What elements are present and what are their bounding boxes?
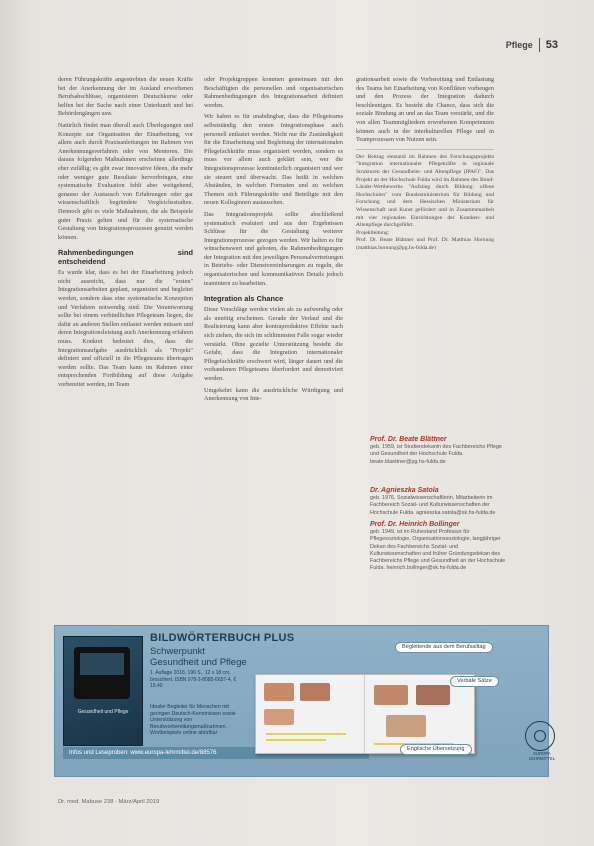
- paragraph: Das Integrationsprojekt sollte abschließend systematisch evaluiert und aus den Ergebnissen Schlüsse für die Gestaltung weiterer Integrationsprozesse gezogen werden. Wir halten es für wünschenswert und geboten, die Rahmenbedingungen der Integration mit den jeweiligen Personalvertretungen in Betriebs- oder Dienstvereinbarungen zu regeln, die organisatorischen und kommunikativen Details jedoch teamintern zu bearbeiten.: [204, 210, 343, 287]
- author-text: geb. 1976, Sozialwissenschaftlerin, Mitarbeiterin im Fachbereich Sozial- und Kulturwissenschaften der Hochschule Fulda. agnieszka.satola@sk.hs-fulda.de: [370, 495, 496, 516]
- section-label: Pflege: [505, 40, 533, 50]
- project-note: [356, 149, 494, 253]
- page-header: [506, 38, 558, 52]
- paragraph: grationsarbeit sowie die Vorbereitung und Entlastung des Teams bei Einarbeitung von Konflikten vorbeugen und den Prozess der Integration dadurch beschleunigen. Es besteht die Chance, dass sich die soziale Bindung an und an das Team verstärkt, und die von allen Teammitgliedern erworbenen Kompetenzen können auch in der interkulturellen Pflege und in Teamprozessen von Nutzen sein.: [356, 76, 494, 144]
- author-name: Prof. Dr. Heinrich Bollinger: [370, 521, 460, 528]
- callout-label: Verbale Sätze: [450, 676, 499, 687]
- spread-photo: [386, 715, 426, 737]
- header-divider: [539, 38, 540, 52]
- note-contact: Prof. Dr. Beate Blättner und Prof. Dr. Matthias Hornung (matthias.hornung@pg.hs-fulda.de): [356, 237, 494, 251]
- subheading: Rahmenbedingungen sind entscheidend: [58, 248, 193, 267]
- spread-photo: [300, 683, 330, 701]
- book-cover: [63, 636, 143, 746]
- author-text: geb. 1949, ist im Ruhestand Professor für Pflegesoziologie, Organisationssoziologie, langjähriger Dekan des Fachbereichs Sozial- und Kulturwissenschaften und früher Gründungsdekan des Fachbereichs Pflege und Gesundheit an der Hochschule Fulda. heinrich.bollinger@sk.hs-fulda.de: [370, 529, 506, 572]
- paragraph: Wir haben es für unabdingbar, dass die Pflegeteams selbstständig den ersten Integrationsphase auch personell entlastet werden. Nicht nur die Zuständigkeit für die Einarbeitung und Begleitung der internationalen Pflegefachkräfte muss organisiert werden, sondern es muss vor allem auch geklärt sein, wer die Integrationsprozesse kontinuierlich organisiert und wer sie steuert und überwacht. Das heißt in welchen Abständen, in welchen Formaten und zu welchen Themen sich Führungskräfte und Beteiligte mit den neuen Kolleginnen austauschen.: [204, 113, 343, 207]
- paragraph: Diese Vorschläge werden vielen als zu aufwendig oder als unnötig erscheinen. Gerade der Verlauf und die Realisierung kann aber kontraproduktive Effekte nach sich ziehen, die sich im schlimmsten Falle sogar wieder verstärkt. Ohne gezielte Unterstützung besteht die Gefahr, dass die Integration internationaler Pflegefachkräfte erschwert wird, länger dauert und die vorhandenen Pflegeteams überfordert und demotiviert werden.: [204, 306, 343, 382]
- paragraph: deren Führungskräfte angestrebten die neuen Kräfte bei der Anerkennung der im Ausland erworbenen Berufsabschlüsse, organisieren Deutschkurse oder helfen bei der Suche nach einer Unterkunft und bei Behördengängen usw.: [58, 76, 193, 118]
- paragraph: oder Projektgruppen kommen gemeinsam mit den Beschäftigten die personellen und organisatorischen Rahmenbedingungen des Integrationsarbeit definiert werden.: [204, 76, 343, 109]
- note-label: Projektleitung:: [356, 229, 390, 236]
- book-spread-image: [255, 674, 475, 754]
- spread-photo: [264, 709, 294, 725]
- publisher-seal-text: EUROPA LEHRMITTEL: [528, 751, 556, 761]
- spread-photo: [264, 683, 294, 701]
- book-cover-title: Gesundheit und Pflege: [77, 709, 129, 715]
- ad-edition: 1. Auflage 2018, 196 S., 12 x 18 cm, broschiert, ISBN 978-3-8085-6657-4, € 19,40: [150, 670, 237, 689]
- advertisement: [54, 625, 556, 777]
- page-footer: Dr. med. Mabuse 238 · März/April 2019: [58, 799, 160, 805]
- author-name: Dr. Agnieszka Satola: [370, 487, 439, 494]
- spread-photo: [374, 685, 408, 705]
- paragraph: Umgekehrt kann die ausdrückliche Würdigung und Anerkennung von Inte-: [204, 386, 343, 403]
- paragraph: Natürlich findet man überall auch Überlegungen und Konzepte zur Organisation der Einarbeitung, vor allem auch durch Praxisanleitungen im Rahmen von Anerkennungsverfahren oder von Mentoren. Die daraus folgenden Maßnahmen erscheinen allerdings eher zufällig; es gibt zwar innovative Ideen, die mehr oder weniger gute Resultate hervorbringen, eine systematische Evaluation fehlt aber weitgehend, genauso der Austausch von Erfahrungen oder gar wissenschaftlich begründete Vergleichsstudien. Dennoch gibt es viele Maßnahmen, die als Beispiele guter Praxis gelten und für die systematische Gestaltung von Integrationsprozessen genutzt werden können.: [58, 121, 193, 241]
- text-column-2: [204, 76, 343, 407]
- author-bio: [370, 436, 510, 466]
- callout-label: Begleitende aus dem Berufsalltag: [395, 642, 493, 653]
- highlight-line: [266, 739, 326, 741]
- callout-label: Englische Übersetzung: [400, 744, 472, 755]
- page-number: 53: [545, 39, 558, 51]
- author-bio: [370, 487, 510, 517]
- text-column-1: [58, 76, 193, 393]
- ad-subtitle: [150, 646, 247, 668]
- text-column-3: [356, 76, 494, 252]
- ad-link[interactable]: Infos und Leseproben: www.europa-lehrmittel.de/88576: [63, 747, 369, 759]
- spread-fold: [364, 675, 365, 753]
- ad-title: BILDWÖRTERBUCH PLUS: [150, 632, 295, 644]
- spread-photo: [416, 685, 450, 705]
- subheading: Integration als Chance: [204, 294, 284, 304]
- ad-subtitle-line-1: Schwerpunkt: [150, 646, 205, 657]
- highlight-line: [266, 733, 346, 735]
- ad-blurb: Idealer Begleiter für Menschen mit geringen Deutsch-Kenntnissen sowie Unterstützung von Berufsvorbereitungsmaßnahmen. Wortbeispiele online abrufbar: [150, 704, 236, 736]
- author-text: geb. 1959, ist Studiendekanin des Fachbereichs Pflege und Gesundheit der Hochschule Fulda. beate.blaettner@pg.hs-fulda.de: [370, 444, 502, 465]
- note-text: Der Beitrag entstand im Rahmen des Forschungsprojekts "Integration internationaler Pflegekräfte in regionale Strukturen der Gesundheits- und Altenpflege (IPAF)". Das Projekt an der Hochschule Fulda wird im Rahmen des Bund-Länder-Wettbewerbs "Aufstieg durch Bildung: offene Hochschulen" vom Bundesministerium für Bildung und Forschung und dem Hessischen Ministerium für Wissenschaft und Kunst gefördert und in Zusammenarbeit mit vier regionalen Einrichtungen der Kranken- und Altenpflege durchgeführt.: [356, 153, 494, 229]
- paragraph: Es wurde klar, dass es bei der Einarbeitung jedoch nicht ausreicht, dass nur die "ersten" Integrationsarbeiten geplant, organisiert und begleitet werden, sondern dass eine systematische Konzeption und Verfahren notwendig sind. Die Verantwortung sollte bei einem verbindlichen Pflegeteam liegen, die dafür an anderen Stellen entlastet werden müssen und deren Integrationsleistung auch Anerkennung erfahren muss. Konkret bedeutet dies, dass die Integrationsaufgabe ausdrücklich als "Projekt" definiert und offiziell in die Pflegeteams übertragen werden sollte. Das Team kann im Rahmen einer entsprechenden Fortbildung auf diese Aufgabe vorbereitet werden, im Team: [58, 269, 193, 388]
- ad-subtitle-line-2: Gesundheit und Pflege: [150, 657, 247, 668]
- author-bio: [370, 521, 510, 572]
- author-name: Prof. Dr. Beate Blättner: [370, 436, 447, 443]
- publisher-seal-icon: [525, 721, 555, 751]
- device-image: [74, 647, 130, 699]
